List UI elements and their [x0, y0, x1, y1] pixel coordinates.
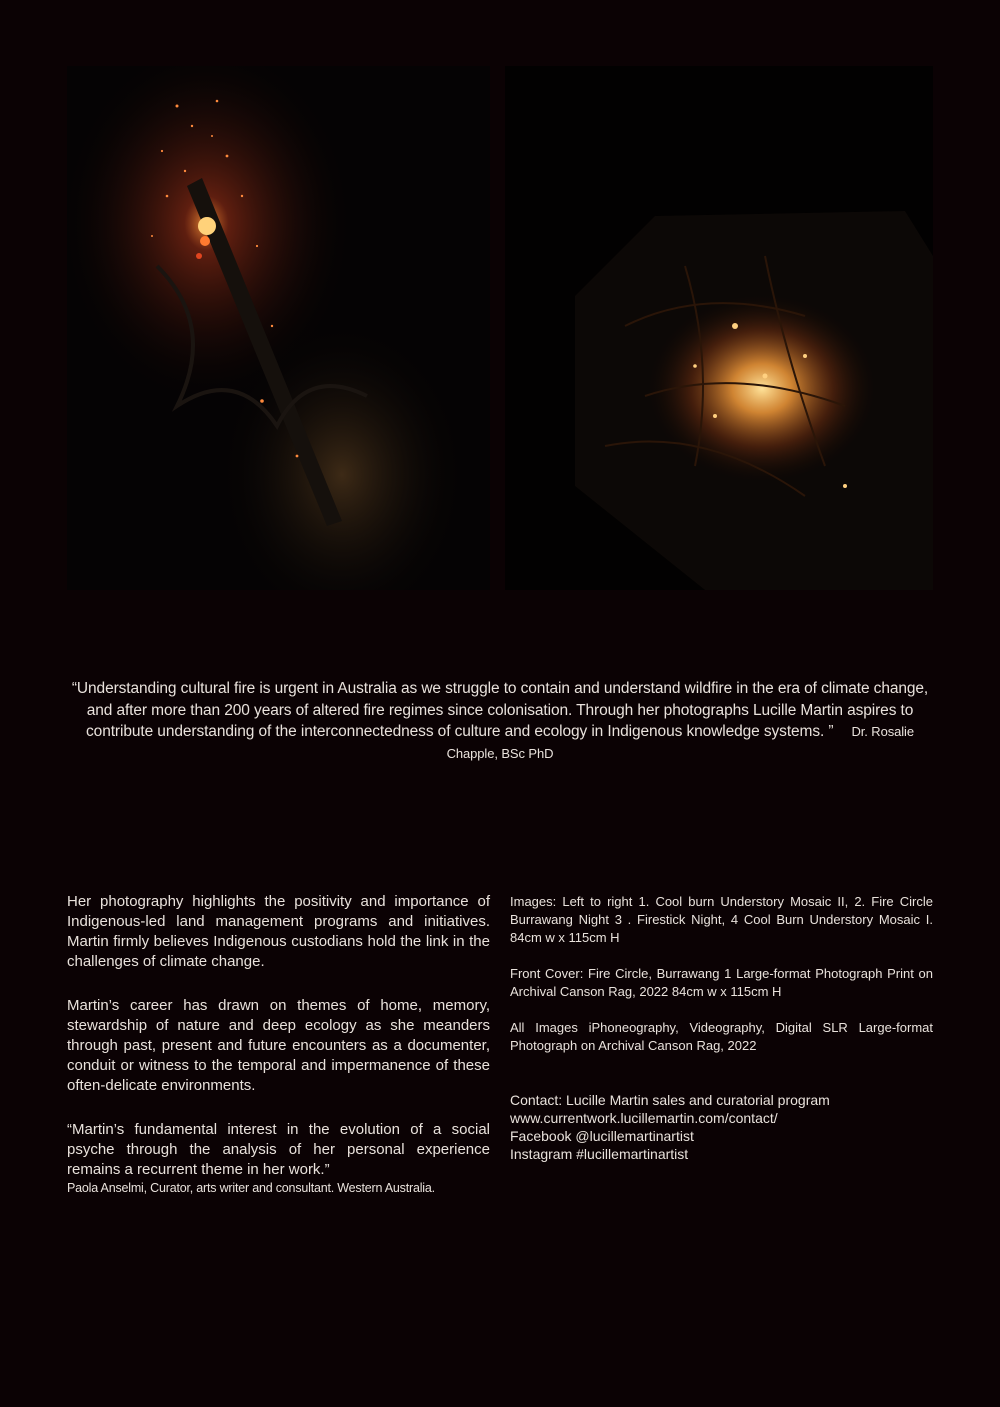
- right-column: [510, 893, 933, 1163]
- quote-text: “Understanding cultural fire is urgent in Australia as we struggle to contain and understand wildfire in the era of climate change, and after more than 200 years of altered fire regimes since colonisation. Through her photographs Lucille Martin aspires to contribute understanding of the interconnectedness of culture and ecology in Indigenous knowledge systems. ”: [71, 680, 929, 740]
- fire-circle-photo: [505, 66, 933, 590]
- photo-gallery: [67, 66, 933, 590]
- firestick-night-photo: [67, 66, 490, 590]
- front-cover-caption: Front Cover: Fire Circle, Burrawang 1 Large-format Photograph Print on Archival Canson Rag, 2022 84cm w x 115cm H: [510, 966, 933, 999]
- website-link[interactable]: www.currentwork.lucillemartin.com/contact/: [510, 1110, 778, 1126]
- contact-line: Contact: Lucille Martin sales and curatorial program: [510, 1092, 830, 1108]
- anselmi-quote-text: “Martin’s fundamental interest in the evolution of a social psyche through the analysis of her personal experience remains a recurrent theme in her work.”: [67, 1121, 490, 1178]
- facebook-link[interactable]: Facebook @lucillemartinartist: [510, 1128, 694, 1144]
- all-images-caption: All Images iPhoneography, Videography, Digital SLR Large-format Photograph on Archival Canson Rag, 2022: [510, 1020, 933, 1053]
- chapple-quote: [70, 678, 930, 764]
- contact-block: [510, 1091, 933, 1163]
- paragraph-career: Martin’s career has drawn on themes of home, memory, stewardship of nature and deep ecology as she meanders through past, present and future encounters as a documenter, conduit or witness to the temporal and impermanence of these often-delicate environments.: [67, 997, 490, 1094]
- paragraph-positivity: Her photography highlights the positivity and importance of Indigenous-led land management programs and initiatives. Martin firmly believes Indigenous custodians hold the link in the challenges of climate change.: [67, 893, 490, 970]
- anselmi-quote-source: Paola Anselmi, Curator, arts writer and consultant. Western Australia.: [67, 1181, 435, 1195]
- quote-attribution: Dr. Rosalie Chapple, BSc PhD: [446, 724, 914, 761]
- instagram-link[interactable]: Instagram #lucillemartinartist: [510, 1146, 689, 1162]
- images-caption: Images: Left to right 1. Cool burn Understory Mosaic II, 2. Fire Circle Burrawang Night 3 . Firestick Night, 4 Cool Burn Understory Mosaic I. 84cm w x 115cm H: [510, 894, 933, 945]
- left-column: [67, 892, 490, 1196]
- paragraph-anselmi-quote: [67, 1120, 490, 1196]
